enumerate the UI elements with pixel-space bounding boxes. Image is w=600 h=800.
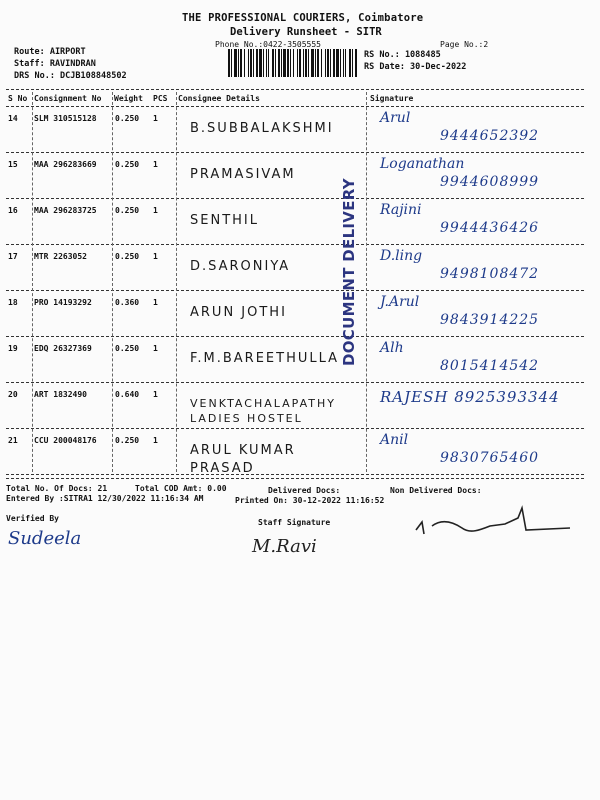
staff-signature: M.Ravi	[252, 536, 317, 557]
row-signature-mark: Rajini	[380, 202, 422, 218]
row-divider	[6, 428, 584, 429]
route: Route: AIRPORT	[14, 47, 86, 57]
row-signature-phone: 9843914225	[440, 312, 540, 328]
verified-by-label: Verified By	[6, 514, 59, 523]
row-weight: 0.640	[115, 390, 140, 399]
row-divider	[6, 474, 584, 475]
runsheet-title: Delivery Runsheet - SITR	[230, 26, 382, 38]
row-signature-mark: Loganathan	[380, 156, 465, 172]
row-weight: 0.250	[115, 206, 140, 215]
total-docs: Total No. Of Docs: 21	[6, 484, 108, 493]
row-signature-phone: 9830765460	[440, 450, 540, 466]
row-pcs: 1	[153, 298, 158, 307]
row-pcs: 1	[153, 114, 158, 123]
row-signature-mark: Anil	[380, 432, 409, 448]
row-signature-phone: RAJESH 8925393344	[380, 388, 560, 406]
divider	[6, 89, 584, 90]
rs-number: RS No.: 1088485	[364, 50, 441, 60]
row-divider	[6, 382, 584, 383]
delivered-docs: Delivered Docs:	[268, 486, 341, 495]
row-sno: 18	[8, 298, 18, 307]
row-consignee: SENTHIL	[190, 213, 259, 228]
row-consignment: SLM 310515128	[34, 114, 97, 123]
row-signature-phone: 9944436426	[440, 220, 540, 236]
column-guide	[366, 92, 367, 472]
row-signature-phone: 9444652392	[440, 128, 540, 144]
page-number: Page No.:2	[440, 40, 489, 49]
row-divider	[6, 198, 584, 199]
col-consignment: Consignment No	[34, 94, 102, 103]
row-consignee: ARUL KUMAR PRASAD	[190, 443, 296, 477]
col-pcs: PCS	[153, 94, 168, 103]
row-sno: 14	[8, 114, 18, 123]
row-weight: 0.250	[115, 252, 140, 261]
row-sno: 19	[8, 344, 18, 353]
printed-on: Printed On: 30-12-2022 11:16:52	[235, 496, 385, 505]
row-consignee: D.SARONIYA	[190, 259, 291, 274]
staff-signature-label: Staff Signature	[258, 518, 331, 527]
drs-number: DRS No.: DCJB108848502	[14, 71, 127, 81]
divider	[6, 478, 584, 479]
col-consignee: Consignee Details	[178, 94, 260, 103]
row-weight: 0.250	[115, 160, 140, 169]
row-signature-phone: 9498108472	[440, 266, 540, 282]
row-consignment: CCU 200048176	[34, 436, 97, 445]
row-pcs: 1	[153, 390, 158, 399]
row-sno: 20	[8, 390, 18, 399]
document-delivery-stamp: DOCUMENT DELIVERY	[340, 178, 358, 366]
verifier-signature: Sudeela	[8, 528, 82, 549]
staff-name: Staff: RAVINDRAN	[14, 59, 96, 69]
row-consignee: F.M.BAREETHULLA	[190, 351, 340, 366]
row-sno: 17	[8, 252, 18, 261]
row-sno: 16	[8, 206, 18, 215]
row-consignment: ART 1832490	[34, 390, 87, 399]
rs-date: RS Date: 30-Dec-2022	[364, 62, 467, 72]
row-weight: 0.360	[115, 298, 140, 307]
row-divider	[6, 152, 584, 153]
row-signature-mark: Arul	[380, 110, 411, 126]
row-pcs: 1	[153, 344, 158, 353]
col-signature: Signature	[370, 94, 414, 103]
col-weight: Weight	[114, 94, 143, 103]
column-guide	[32, 92, 33, 472]
non-delivered-docs: Non Delivered Docs:	[390, 486, 482, 495]
row-consignee: B.SUBBALAKSHMI	[190, 121, 334, 136]
row-consignee: VENKTACHALAPATHY LADIES HOSTEL	[190, 397, 336, 426]
row-weight: 0.250	[115, 344, 140, 353]
column-guide	[176, 92, 177, 472]
column-guide	[112, 92, 113, 472]
row-consignee: ARUN JOTHI	[190, 305, 287, 320]
row-pcs: 1	[153, 252, 158, 261]
row-consignment: PRO 14193292	[34, 298, 92, 307]
row-sno: 15	[8, 160, 18, 169]
barcode	[228, 49, 358, 77]
row-signature-mark: D.ling	[380, 248, 423, 264]
row-pcs: 1	[153, 160, 158, 169]
row-consignment: EDQ 26327369	[34, 344, 92, 353]
ravindran-signature	[410, 500, 580, 548]
row-weight: 0.250	[115, 436, 140, 445]
company-name: THE PROFESSIONAL COURIERS, Coimbatore	[182, 12, 424, 24]
row-pcs: 1	[153, 206, 158, 215]
phone-number: Phone No.:0422-3505555	[215, 40, 321, 49]
row-divider	[6, 290, 584, 291]
col-sno: S No	[8, 94, 28, 103]
row-consignment: MAA 296283669	[34, 160, 97, 169]
row-consignment: MAA 296283725	[34, 206, 97, 215]
row-divider	[6, 336, 584, 337]
row-signature-mark: Alh	[380, 340, 404, 356]
row-signature-phone: 9944608999	[440, 174, 540, 190]
row-consignment: MTR 2263052	[34, 252, 87, 261]
row-consignee: PRAMASIVAM	[190, 167, 296, 182]
row-signature-mark: J.Arul	[380, 294, 420, 310]
row-pcs: 1	[153, 436, 158, 445]
entered-by: Entered By :SITRA1 12/30/2022 11:16:34 AM	[6, 494, 204, 503]
total-cod: Total COD Amt: 0.00	[135, 484, 227, 493]
divider	[6, 106, 584, 107]
row-weight: 0.250	[115, 114, 140, 123]
row-signature-phone: 8015414542	[440, 358, 540, 374]
row-divider	[6, 244, 584, 245]
row-sno: 21	[8, 436, 18, 445]
